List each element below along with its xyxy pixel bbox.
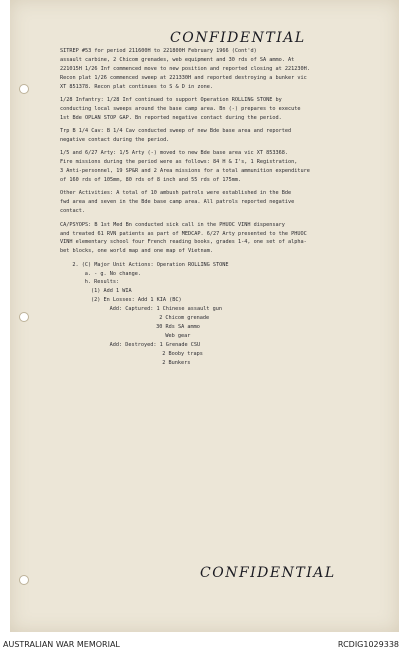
document-line: a. - g. No change.	[84, 270, 142, 277]
document-line: Add: Destroyed: 1 Grenade CSU	[109, 341, 201, 348]
document-line: negative contact during the period.	[60, 137, 170, 144]
document-line: 2. (C) Major Unit Actions: Operation ROLLING STONE	[72, 261, 229, 268]
document-line: of 160 rds of 105mm, 80 rds of 8 inch and 55 rds of 175mm.	[60, 177, 242, 184]
document-line: Other Activities: A total of 10 ambush patrols were established in the Bde	[60, 190, 292, 197]
document-line: assault carbine, 2 Chicom grenades, web equipment and 30 rds of SA ammo. At	[60, 56, 295, 63]
document-line: 30 Rds SA ammo	[156, 323, 200, 330]
punch-hole	[19, 575, 29, 585]
document-line: Fire missions during the period were as follows: 84 H & I's, 1 Registration,	[60, 159, 298, 166]
document-line: conducting local sweeps around the base camp area. Bn (-) prepares to execute	[60, 105, 301, 112]
punch-hole	[19, 312, 29, 322]
document-line: Trp B 1/4 Cav: B 1/4 Cav conducted sweep of new Bde base area and reported	[60, 128, 292, 135]
document-line: XT 851378. Recon plat continues to S & D in zone.	[60, 83, 214, 90]
document-line: 1st Bde OPLAN STOP GAP. Bn reported negative contact during the period.	[60, 114, 282, 121]
document-line: and treated 61 RVN patients as part of MEDCAP. 6/27 Arty presented to the PHUOC	[60, 230, 307, 237]
document-line: 2 Bunkers	[162, 359, 191, 366]
archive-footer	[0, 637, 405, 654]
document-line: 3 Anti-personnel, 19 SP&R and 2 Area missions for a total ammunition expenditure	[60, 168, 310, 175]
archive-reference: RCDIG1029338	[337, 640, 399, 649]
document-line: CA/PSYOPS: B 1st Med Bn conducted sick call in the PHUOC VINH dispensary	[60, 221, 285, 228]
document-line: 2 Booby traps	[162, 350, 203, 357]
document-body	[60, 47, 390, 367]
document-line: fwd area and seven in the Bde base camp area. All patrols reported negative	[60, 199, 295, 206]
document-line: contact.	[60, 208, 85, 215]
document-line: (1) Add 1 WIA	[91, 288, 132, 295]
document-line: Recon plat 1/26 commenced sweep at 221330H and reported destroying a bunker vic	[60, 74, 307, 81]
classification-top: CONFIDENTIAL	[170, 30, 306, 46]
document-line: Add: Captured: 1 Chinese assault gun	[109, 306, 223, 313]
document-line: bet blocks, one world map and one map of Vietnam.	[60, 248, 214, 255]
document-line: 221015H 1/26 Inf commenced move to new position and reported closing at 221230H.	[60, 65, 310, 72]
archive-name: AUSTRALIAN WAR MEMORIAL	[3, 640, 120, 649]
document-line: (2) En Losses: Add 1 KIA (BC)	[91, 297, 182, 304]
document-line: Web gear	[165, 332, 191, 339]
document-line: h. Results:	[84, 279, 120, 286]
document-line: SITREP #53 for period 211600H to 221800H February 1966 (Cont'd)	[60, 48, 257, 54]
document-line: VINH elementary school four French reading books, grades 1-4, one set of alpha-	[60, 239, 307, 246]
document-page	[10, 0, 399, 632]
classification-bottom: CONFIDENTIAL	[200, 565, 336, 581]
document-line: 1/5 and 6/27 Arty: 1/5 Arty (-) moved to new Bde base area vic XT 853368.	[60, 150, 288, 157]
document-line: 2 Chicom grenade	[159, 315, 210, 322]
document-line: 1/28 Infantry: 1/28 Inf continued to support Operation ROLLING STONE by	[60, 96, 282, 103]
punch-hole	[19, 84, 29, 94]
